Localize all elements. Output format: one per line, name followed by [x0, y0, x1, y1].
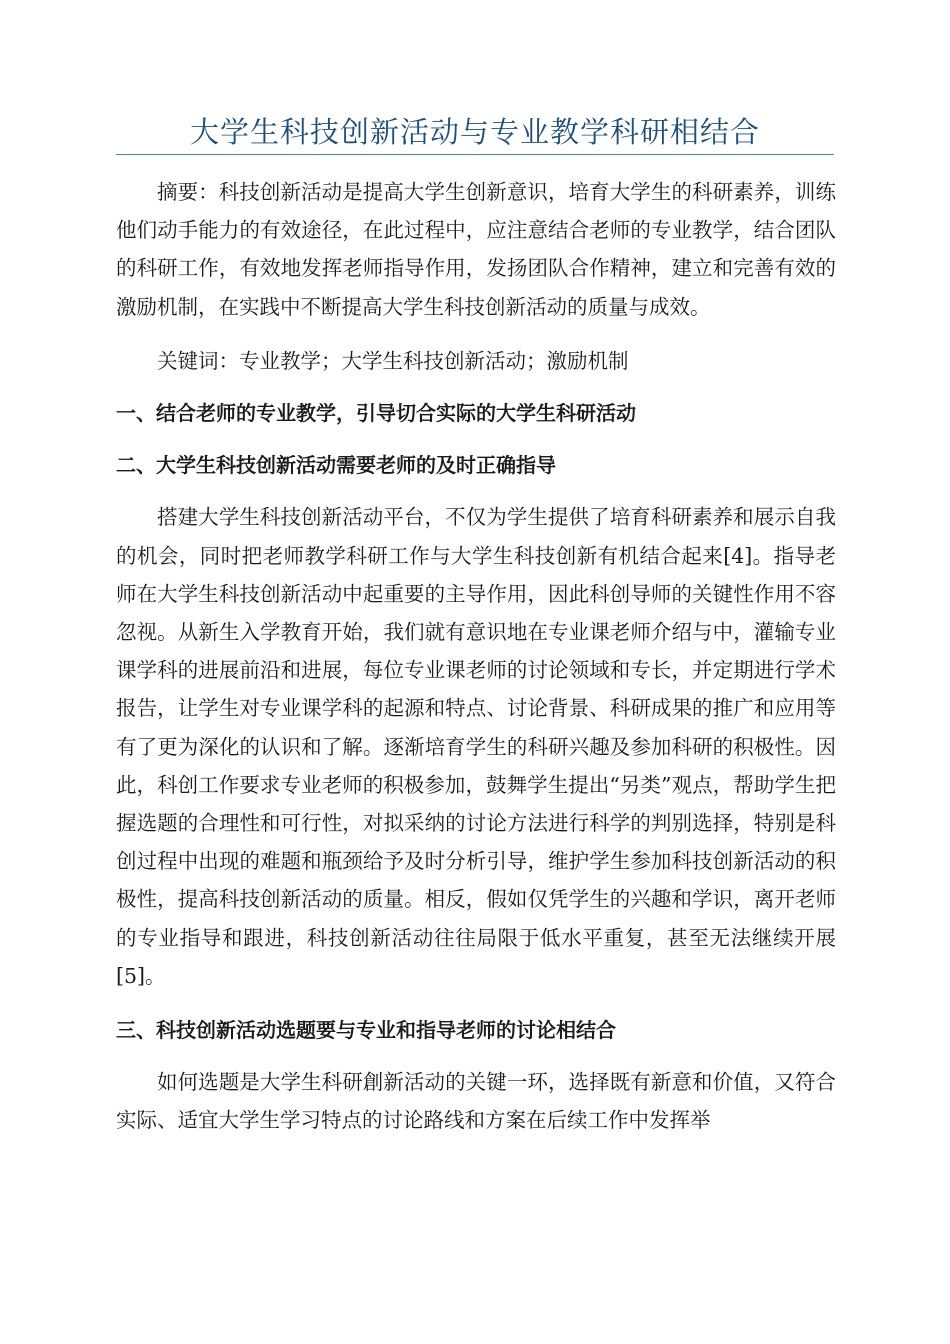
title-underline — [116, 154, 834, 155]
document-title: 大学生科技创新活动与专业教学科研相结合 — [189, 115, 760, 149]
section-heading-3: 三、科技创新活动选题要与专业和指导老师的讨论相结合 — [116, 1018, 616, 1043]
section-heading-1: 一、结合老师的专业教学，引导切合实际的大学生科研活动 — [116, 401, 636, 426]
keywords-line: 关键词：专业教学；大学生科技创新活动；激励机制 — [157, 348, 629, 373]
section-2-paragraph: 搭建大学生科技创新活动平台，不仅为学生提供了培育科研素养和展示自我的机会，同时把老师教学科研工作与大学生科技创新有机结合起来[4]。指导老师在大学生科技创新活动中起重要的主导作用，因此科创导师的关键性作用不容忽视。从新生入学教育开始，我们就有意识地在专业课老师介绍与中，灌输专业课学科的进展前沿和进展，每位专业课老师的讨论领域和专长，并定期进行学术报告，让学生对专业课学科的起源和特点、讨论背景、科研成果的推广和应用等有了更为深化的认识和了解。逐渐培育学生的科研兴趣及参加科研的积极性。因此，科创工作要求专业老师的积极参加，鼓舞学生提出“另类”观点，帮助学生把握选题的合理性和可行性，对拟采纳的讨论方法进行科学的判别选择，特别是科创过程中出现的难题和瓶颈给予及时分析引导，维护学生参加科技创新活动的积极性，提高科技创新活动的质量。相反，假如仅凭学生的兴趣和学识，离开老师的专业指导和跟进，科技创新活动往往局限于低水平重复，甚至无法继续开展[5]。 — [116, 505, 836, 988]
section-3-paragraph: 如何选题是大学生科研創新活动的关键一环，选择既有新意和价值，又符合实际、适宜大学生学习特点的讨论路线和方案在后续工作中发挥举 — [116, 1070, 836, 1133]
abstract-paragraph: 摘要：科技创新活动是提高大学生创新意识，培育大学生的科研素养，训练他们动手能力的有效途径，在此过程中，应注意结合老师的专业教学，结合团队的科研工作，有效地发挥老师指导作用，发扬团队合作精神，建立和完善有效的激励机制，在实践中不断提高大学生科技创新活动的质量与成效。 — [116, 180, 836, 319]
document-body — [116, 173, 836, 1156]
section-heading-2: 二、大学生科技创新活动需要老师的及时正确指导 — [116, 453, 556, 478]
